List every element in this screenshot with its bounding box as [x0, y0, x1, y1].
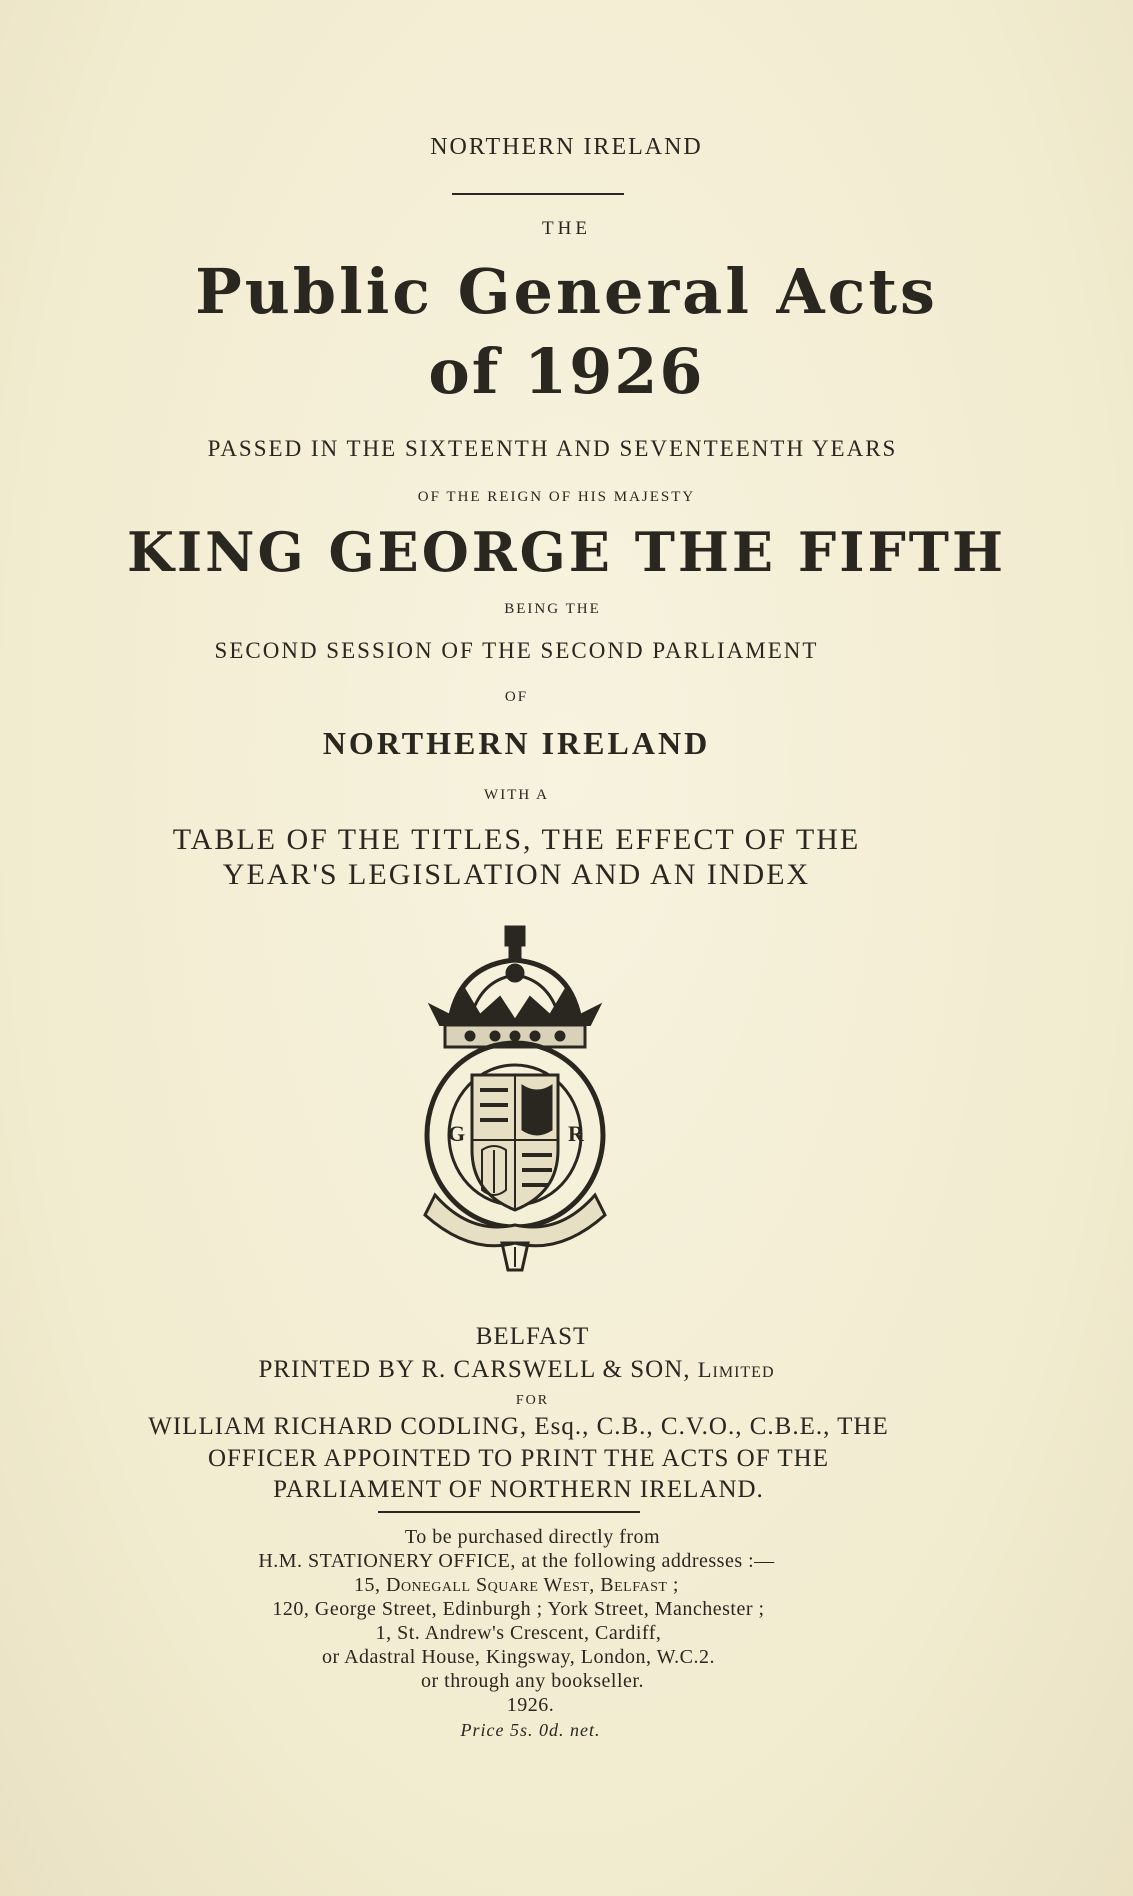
imprint-printer-name: PRINTED BY R. CARSWELL & SON,: [258, 1356, 691, 1383]
parliament-name: NORTHERN IRELAND: [322, 725, 711, 761]
crest-initial-right: R: [568, 1121, 584, 1146]
divider-rule-top: [452, 193, 624, 195]
jurisdiction-heading: NORTHERN IRELAND: [430, 134, 703, 160]
price-label: Price 5s. 0d. net.: [460, 1720, 601, 1740]
reign-line: OF THE REIGN OF HIS MAJESTY: [417, 489, 696, 505]
being-the-line: BEING THE: [504, 601, 601, 617]
contents-line-1: TABLE OF THE TITLES, THE EFFECT OF THE: [172, 823, 861, 856]
purchase-line-1: To be purchased directly from: [404, 1526, 661, 1548]
with-a-line: WITH A: [484, 787, 549, 803]
imprint-officer-line-3: PARLIAMENT OF NORTHERN IRELAND.: [273, 1476, 764, 1503]
imprint-printer-suffix: Limited: [697, 1357, 775, 1382]
purchase-line-6: or Adastral House, Kingsway, London, W.C.2.: [322, 1646, 715, 1668]
contents-line-2: YEAR'S LEGISLATION AND AN INDEX: [222, 858, 811, 891]
royal-coat-of-arms-icon: [410, 925, 620, 1275]
passed-line: PASSED IN THE SIXTEENTH AND SEVENTEENTH YEARS: [207, 436, 898, 461]
purchase-line-3: 15, Donegall Square West, Belfast ;: [354, 1574, 679, 1596]
session-line: SECOND SESSION OF THE SECOND PARLIAMENT: [214, 638, 819, 663]
purchase-line-4: 120, George Street, Edinburgh ; York Street, Manchester ;: [272, 1598, 765, 1620]
publication-year: 1926.: [506, 1694, 555, 1716]
of-line: OF: [504, 689, 529, 705]
king-name: KING GEORGE THE FIFTH: [126, 520, 1007, 584]
purchase-line-5: 1, St. Andrew's Crescent, Cardiff,: [375, 1622, 662, 1644]
page-title-year: of 1926: [428, 335, 705, 408]
divider-rule-bottom: [378, 1511, 640, 1513]
imprint-for: FOR: [515, 1393, 550, 1408]
page-title: Public General Acts: [195, 255, 938, 328]
imprint-officer-line-1: WILLIAM RICHARD CODLING, Esq., C.B., C.V.O., C.B.E., THE: [148, 1413, 889, 1440]
purchase-line-7: or through any bookseller.: [421, 1670, 644, 1692]
imprint-printer: [0, 1356, 1083, 1384]
crest-initial-left: G: [448, 1121, 466, 1146]
imprint-officer-line-2: OFFICER APPOINTED TO PRINT THE ACTS OF THE: [207, 1445, 830, 1472]
purchase-line-2: H.M. STATIONERY OFFICE, at the following addresses :—: [258, 1550, 775, 1572]
the-label: THE: [542, 218, 591, 239]
imprint-city: BELFAST: [475, 1323, 590, 1350]
